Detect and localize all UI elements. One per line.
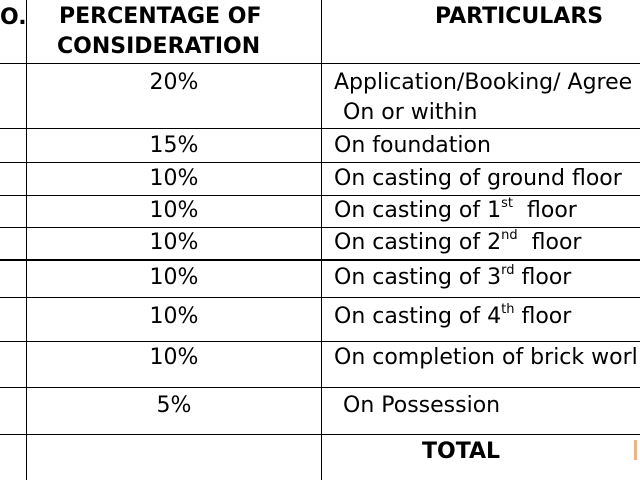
row-particulars: On foundation [334,133,491,158]
row-divider [0,128,640,129]
particulars-text: floor [521,265,572,290]
row-percentage: 15% [149,133,199,158]
row-particulars [334,262,572,290]
row-particulars [334,227,582,255]
particulars-text: floor [527,198,577,223]
row-particulars: Application/Booking/ Agree [334,70,633,95]
row-divider [0,162,640,163]
ordinal-suffix: nd [501,227,518,243]
row-percentage: 10% [149,304,199,329]
row-percentage: 10% [149,166,199,191]
header-percentage-line1: PERCENTAGE OF [59,4,262,29]
row-percentage: 10% [149,265,199,290]
particulars-text: floor [521,304,572,329]
row-particulars [334,195,577,223]
particulars-text: On casting of 3 [334,265,502,290]
particulars-text: floor [531,230,582,255]
row-particulars-line2: On or within [343,100,478,125]
row-divider [0,63,640,64]
row-percentage: 5% [156,393,192,418]
row-divider [0,297,640,298]
row-particulars [334,301,572,329]
row-particulars: On casting of ground floor [334,166,622,191]
cell-edge-mark [634,440,637,460]
ordinal-suffix: th [501,301,515,317]
row-divider [0,434,640,435]
row-percentage: 10% [149,345,199,370]
row-particulars: On Possession [343,393,501,418]
row-percentage: 10% [149,198,199,223]
header-sno: O. [0,5,27,30]
row-percentage: 10% [149,230,199,255]
row-divider [0,195,640,196]
row-divider [0,227,640,228]
particulars-text: On casting of 1 [334,198,502,223]
total-label: TOTAL [422,439,501,464]
particulars-text: On casting of 2 [334,230,502,255]
row-percentage: 20% [149,70,199,95]
row-divider [0,259,640,261]
row-divider [0,387,640,388]
row-divider [0,341,640,342]
row-particulars: On completion of brick worl [334,345,638,370]
header-particulars: PARTICULARS [435,4,604,29]
column-divider [321,0,322,480]
ordinal-suffix: st [501,195,514,211]
particulars-text: On casting of 4 [334,304,502,329]
header-percentage-line2: CONSIDERATION [57,34,261,59]
ordinal-suffix: rd [501,262,515,278]
